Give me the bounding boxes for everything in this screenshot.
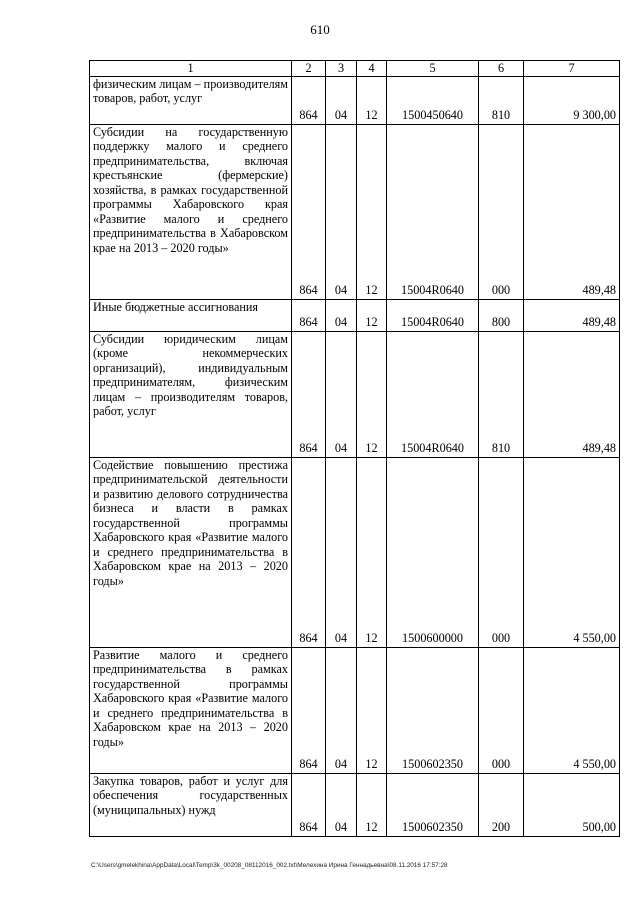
cell-subsection: 12 <box>357 124 387 299</box>
cell-expense-type: 000 <box>479 124 524 299</box>
footer-file-path: C:\Users\gmelekhina\AppData\Local\Temp\3k_00208_08112016_002.txt\Мелехина Ирина Геннадьевна\08.11.2016 17:57:28 <box>91 862 448 869</box>
cell-target-article: 1500602350 <box>387 773 479 836</box>
row-description: Содействие повышению престижа предпринимательской деятельности и развитию делового сотрудничества бизнеса и власти в рамках государственной программы Хабаровского края «Развитие малого и среднего предпринимательства в Хабаровском крае на 2013 – 2020 годы» <box>90 457 292 647</box>
cell-subsection: 12 <box>357 331 387 457</box>
column-header: 5 <box>387 61 479 77</box>
column-header: 2 <box>292 61 326 77</box>
cell-expense-type: 200 <box>479 773 524 836</box>
cell-section: 04 <box>326 331 357 457</box>
cell-section: 04 <box>326 124 357 299</box>
column-header: 7 <box>524 61 620 77</box>
table-header-row <box>90 61 620 77</box>
cell-subsection: 12 <box>357 773 387 836</box>
row-description: Субсидии на государственную поддержку малого и среднего предпринимательства, включая крестьянские (фермерские) хозяйства, в рамках государственной программы Хабаровского края «Развитие малого и среднего предпринимательства в Хабаровском крае на 2013 – 2020 годы» <box>90 124 292 299</box>
row-description: Закупка товаров, работ и услуг для обеспечения государственных (муниципальных) нужд <box>90 773 292 836</box>
row-description: Развитие малого и среднего предпринимательства в рамках государственной программы Хабаровского края «Развитие малого и среднего предпринимательства в Хабаровском крае на 2013 – 2020 годы» <box>90 647 292 773</box>
table-row <box>90 773 620 836</box>
cell-ministry-code: 864 <box>292 299 326 331</box>
cell-target-article: 1500450640 <box>387 76 479 124</box>
row-description: физическим лицам – производителям товаров, работ, услуг <box>90 76 292 124</box>
cell-expense-type: 800 <box>479 299 524 331</box>
column-header: 6 <box>479 61 524 77</box>
column-header: 3 <box>326 61 357 77</box>
cell-subsection: 12 <box>357 299 387 331</box>
table-row <box>90 331 620 457</box>
table-row <box>90 299 620 331</box>
table-row <box>90 124 620 299</box>
cell-ministry-code: 864 <box>292 76 326 124</box>
cell-section: 04 <box>326 76 357 124</box>
cell-expense-type: 810 <box>479 76 524 124</box>
cell-ministry-code: 864 <box>292 331 326 457</box>
column-header: 1 <box>90 61 292 77</box>
cell-amount: 489,48 <box>524 124 620 299</box>
cell-amount: 489,48 <box>524 299 620 331</box>
cell-subsection: 12 <box>357 76 387 124</box>
cell-subsection: 12 <box>357 457 387 647</box>
row-description: Субсидии юридическим лицам (кроме некоммерческих организаций), индивидуальным предпринимателям, физическим лицам – производителям товаров, работ, услуг <box>90 331 292 457</box>
cell-amount: 500,00 <box>524 773 620 836</box>
cell-ministry-code: 864 <box>292 773 326 836</box>
cell-section: 04 <box>326 773 357 836</box>
cell-subsection: 12 <box>357 647 387 773</box>
cell-expense-type: 810 <box>479 331 524 457</box>
page-number: 610 <box>310 22 330 37</box>
cell-target-article: 1500600000 <box>387 457 479 647</box>
column-header: 4 <box>357 61 387 77</box>
table-row <box>90 457 620 647</box>
cell-target-article: 1500602350 <box>387 647 479 773</box>
cell-ministry-code: 864 <box>292 124 326 299</box>
cell-amount: 489,48 <box>524 331 620 457</box>
cell-ministry-code: 864 <box>292 457 326 647</box>
row-description: Иные бюджетные ассигнования <box>90 299 292 331</box>
cell-target-article: 15004R0640 <box>387 331 479 457</box>
cell-ministry-code: 864 <box>292 647 326 773</box>
cell-section: 04 <box>326 647 357 773</box>
cell-section: 04 <box>326 457 357 647</box>
cell-amount: 4 550,00 <box>524 647 620 773</box>
table-row <box>90 76 620 124</box>
cell-target-article: 15004R0640 <box>387 299 479 331</box>
budget-table <box>89 60 620 837</box>
cell-section: 04 <box>326 299 357 331</box>
cell-expense-type: 000 <box>479 457 524 647</box>
cell-expense-type: 000 <box>479 647 524 773</box>
cell-amount: 4 550,00 <box>524 457 620 647</box>
cell-amount: 9 300,00 <box>524 76 620 124</box>
cell-target-article: 15004R0640 <box>387 124 479 299</box>
table-row <box>90 647 620 773</box>
